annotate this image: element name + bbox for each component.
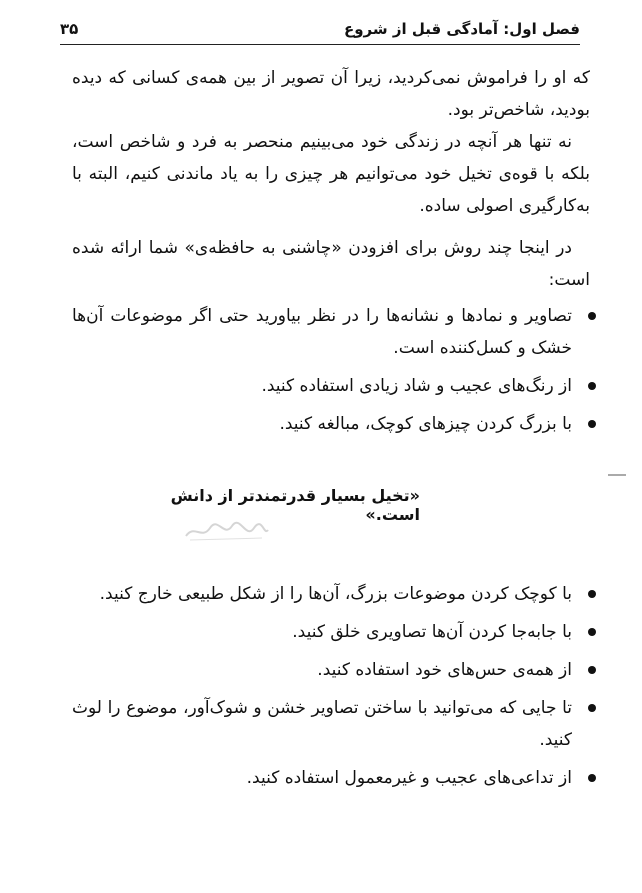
bullet-list-2 [72,578,598,800]
chapter-title: فصل اول: آمادگی قبل از شروع [343,20,580,38]
page-number: ۳۵ [60,20,79,38]
bullet-icon [588,666,596,674]
list-item: از همه‌ی حس‌های خود استفاده کنید. [72,654,598,686]
list-item: با جابه‌جا کردن آن‌ها تصاویری خلق کنید. [72,616,598,648]
bullet-icon [588,420,596,428]
list-item: از رنگ‌های عجیب و شاد زیادی استفاده کنید. [72,370,598,402]
quote: «تخیل بسیار قدرتمندتر از دانش است.» [170,486,420,524]
bullet-icon [588,382,596,390]
bullet-icon [588,774,596,782]
list-item: با بزرگ کردن چیزهای کوچک، مبالغه کنید. [72,408,598,440]
paragraph-2: نه تنها هر آنچه در زندگی خود می‌بینیم منحصر به فرد و شاخص است، بلکه با قوه‌ی تخیل خود می‌توانیم هر چیزی را به یاد ماندنی کنیم، البته با به‌کارگیری اصولی ساده. [72,132,590,216]
faded-signature [180,518,272,544]
bullet-icon [588,312,596,320]
paragraph-1: که او را فراموش نمی‌کردید، زیرا آن تصویر از بین همه‌ی کسانی که دیده بودید، شاخص‌تر بود. [72,68,590,120]
margin-mark [608,474,626,476]
header-rule [60,44,580,45]
list-item: با کوچک کردن موضوعات بزرگ، آن‌ها را از شکل طبیعی خارج کنید. [72,578,598,610]
list-item: از تداعی‌های عجیب و غیرمعمول استفاده کنید. [72,762,598,794]
bullet-list-1 [72,300,598,446]
bullet-icon [588,704,596,712]
running-header [60,10,580,46]
list-item: تا جایی که می‌توانید با ساختن تصاویر خشن و شوک‌آور، موضوع را لوث کنید. [72,692,598,756]
bullet-icon [588,590,596,598]
bullet-icon [588,628,596,636]
list-item: تصاویر و نمادها و نشانه‌ها را در نظر بیاورید حتی اگر موضوعات آن‌ها خشک و کسل‌کننده است. [72,300,598,364]
paragraph-3: در اینجا چند روش برای افزودن «چاشنی به حافظه‌ی» شما ارائه شده است: [72,238,590,290]
